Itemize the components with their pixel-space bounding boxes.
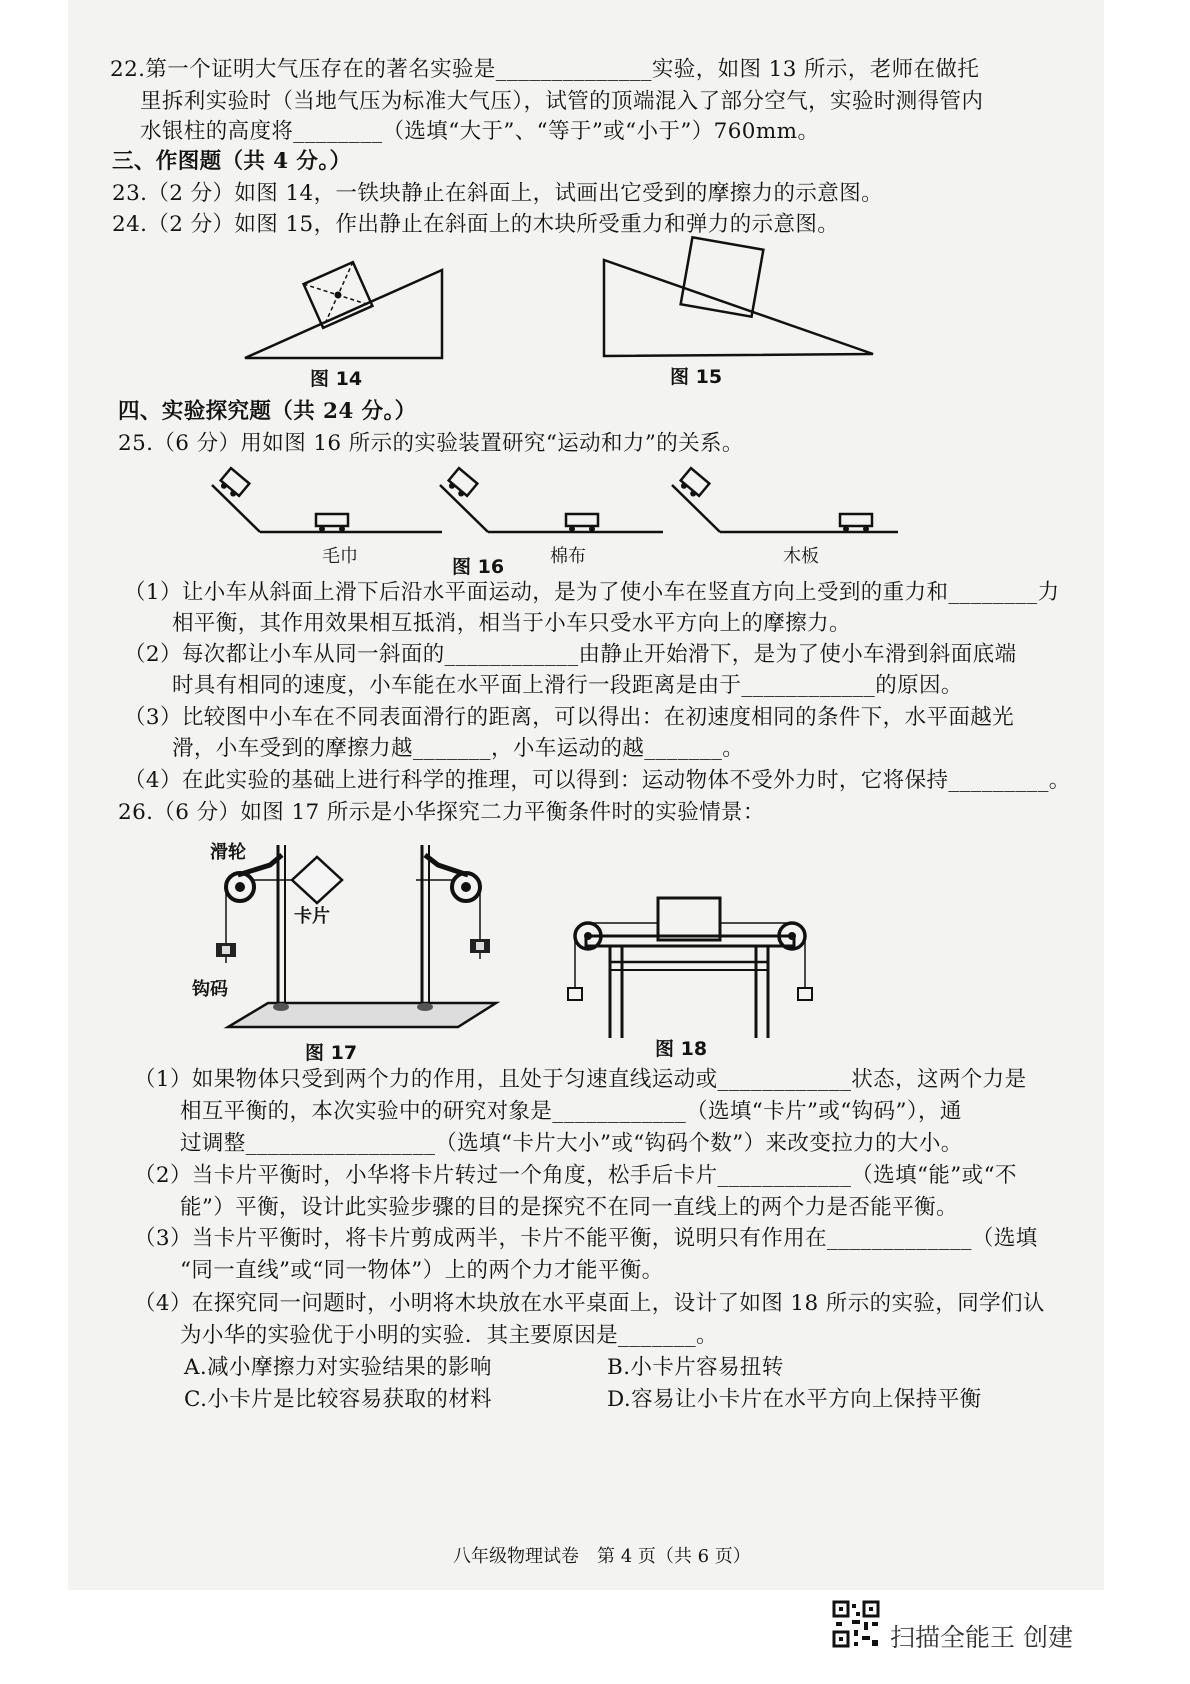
figure-17-pulley-label: 滑轮 [210,842,246,863]
figure-16-ramps [210,470,900,540]
figure-18-table [560,890,830,1040]
figure-16-surface-towel: 毛巾 [322,546,358,567]
q26-part-3-line-1: （3）当卡片平衡时，将卡片剪成两半，卡片不能平衡，说明只有作用在_____________（选填 [134,1226,1038,1251]
qr-code-icon [832,1600,880,1648]
page-footer: 八年级物理试卷 第 4 页（共 6 页） [453,1546,751,1567]
figure-16-surface-cotton: 棉布 [550,546,586,567]
q26-part-1-line-2: 相互平衡的，本次实验中的研究对象是____________（选填“卡片”或“钩码”），通 [180,1099,962,1124]
q26-part-4-line-2: 为小华的实验优于小明的实验．其主要原因是_______。 [180,1323,718,1348]
figure-17-apparatus [210,835,510,1045]
q26-text: 26.（6 分）如图 17 所示是小华探究二力平衡条件时的实验情景： [118,800,765,825]
figure-15-label: 图 15 [670,366,723,388]
q26-option-b: B.小卡片容易扭转 [607,1355,784,1380]
section-3-heading: 三、作图题（共 4 分。） [112,149,352,174]
q25-part-4: （4）在此实验的基础上进行科学的推理，可以得到：运动物体不受外力时，它将保持_________。 [124,768,1071,793]
q26-part-4-line-1: （4）在探究同一问题时，小明将木块放在水平桌面上，设计了如图 18 所示的实验，同学们认 [134,1291,1045,1316]
q22-line-2: 里拆利实验时（当地气压为标准大气压），试管的顶端混入了部分空气，实验时测得管内 [140,89,984,114]
scanner-watermark: 扫描全能王 创建 [890,1623,1073,1652]
q25-part-3-line-2: 滑，小车受到的摩擦力越_______，小车运动的越_______。 [172,736,745,761]
q26-part-1-line-3: 过调整_________________（选填“卡片大小”或“钩码个数”）来改变拉力的大小。 [180,1131,963,1156]
figure-15-incline [600,240,880,360]
figure-17-card-label: 卡片 [294,906,330,927]
q25-text: 25.（6 分）用如图 16 所示的实验装置研究“运动和力”的关系。 [118,431,744,456]
q25-part-1-line-2: 相平衡，其作用效果相互抵消，相当于小车只受水平方向上的摩擦力。 [172,611,851,636]
figure-16-surface-wood: 木板 [783,546,819,567]
q22-line-3: 水银柱的高度将________（选填“大于”、“等于”或“小于”）760mm。 [140,119,820,144]
figure-18-label: 图 18 [655,1038,708,1060]
figure-14-incline [240,265,450,365]
q24-text: 24.（2 分）如图 15，作出静止在斜面上的木块所受重力和弹力的示意图。 [112,212,840,237]
figure-16-label: 图 16 [452,556,505,578]
q26-part-3-line-2: “同一直线”或“同一物体”）上的两个力才能平衡。 [180,1258,664,1283]
q22-line-1: 22.第一个证明大气压存在的著名实验是______________实验，如图 13 所示，老师在做托 [110,57,980,82]
q26-option-c: C.小卡片是比较容易获取的材料 [184,1387,493,1412]
q26-part-1-line-1: （1）如果物体只受到两个力的作用，且处于匀速直线运动或____________状态，这两个力是 [134,1067,1027,1092]
q26-option-a: A.减小摩擦力对实验结果的影响 [184,1355,492,1380]
figure-17-weight-label: 钩码 [192,979,228,1000]
q26-option-d: D.容易让小卡片在水平方向上保持平衡 [607,1387,982,1412]
figure-14-label: 图 14 [310,368,363,390]
q23-text: 23.（2 分）如图 14，一铁块静止在斜面上，试画出它受到的摩擦力的示意图。 [112,181,884,206]
q26-part-2-line-1: （2）当卡片平衡时，小华将卡片转过一个角度，松手后卡片____________（选填“能”或“不 [134,1163,1017,1188]
q25-part-3-line-1: （3）比较图中小车在不同表面滑行的距离，可以得出：在初速度相同的条件下，水平面越光 [124,705,1015,730]
q25-part-2-line-1: （2）每次都让小车从同一斜面的____________由静止开始滑下，是为了使小车滑到斜面底端 [124,642,1017,667]
section-4-heading: 四、实验探究题（共 24 分。） [118,399,417,424]
q25-part-2-line-2: 时具有相同的速度，小车能在水平面上滑行一段距离是由于____________的原因。 [172,673,963,698]
figure-17-label: 图 17 [305,1042,358,1064]
q26-part-2-line-2: 能”）平衡，设计此实验步骤的目的是探究不在同一直线上的两个力是否能平衡。 [180,1195,958,1220]
q25-part-1-line-1: （1）让小车从斜面上滑下后沿水平面运动，是为了使小车在竖直方向上受到的重力和________力 [124,580,1060,605]
